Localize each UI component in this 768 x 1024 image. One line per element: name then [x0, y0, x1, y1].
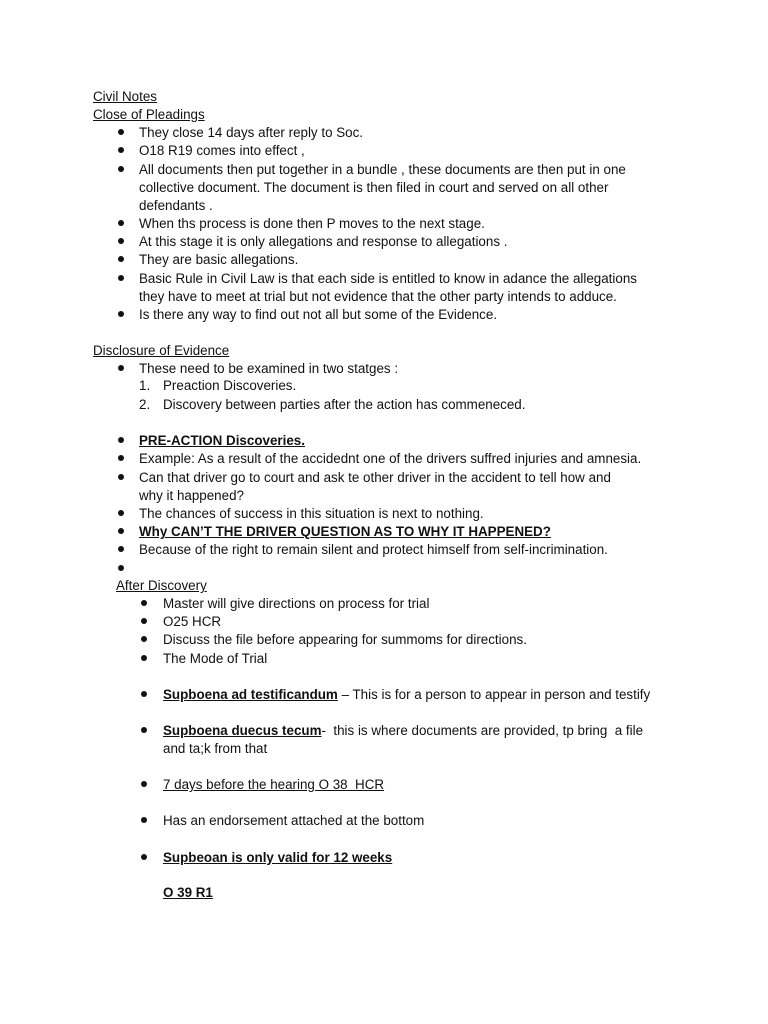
- bullet-icon: [118, 220, 124, 226]
- subpoena-description: this is where documents are provided, tp bring a file: [329, 723, 644, 738]
- bullet-icon: [118, 311, 124, 317]
- hearing-note: 7 days before the hearing O 38 HCR: [163, 777, 385, 792]
- list-item: Master will give directions on process for trial: [163, 596, 430, 611]
- list-item: Example: As a result of the accidednt one of the drivers suffred injuries and amnesia.: [139, 451, 642, 466]
- list-item: At this stage it is only allegations and response to allegations .: [139, 234, 508, 249]
- bullet-icon: [118, 528, 124, 534]
- list-item: Is there any way to find out not all but some of the Evidence.: [139, 307, 498, 322]
- list-item: Basic Rule in Civil Law is that each side is entitled to know in adance the allegations: [139, 271, 637, 286]
- bullet-icon: [118, 147, 124, 153]
- bullet-icon: [141, 636, 147, 642]
- list-item: All documents then put together in a bundle , these documents are then put in one: [139, 162, 626, 177]
- list-item: When ths process is done then P moves to the next stage.: [139, 216, 485, 231]
- bullet-icon: [118, 275, 124, 281]
- list-item: Because of the right to remain silent and protect himself from self-incrimination.: [139, 542, 608, 557]
- bullet-icon: [141, 600, 147, 606]
- numbered-item: Preaction Discoveries.: [163, 378, 297, 393]
- bullet-icon: [141, 781, 147, 787]
- bullet-icon: [141, 655, 147, 661]
- bullet-icon: [141, 691, 147, 697]
- list-item: O18 R19 comes into effect ,: [139, 143, 305, 158]
- list-item: They are basic allegations.: [139, 252, 299, 267]
- list-item: O25 HCR: [163, 614, 222, 629]
- subpoena-term: Supboena duecus tecum: [163, 723, 322, 738]
- bullet-icon: [118, 437, 124, 443]
- subpoena-description: – This is for a person to appear in person and testify: [337, 687, 651, 702]
- list-item: Has an endorsement attached at the bottom: [163, 813, 425, 828]
- subpoena-term: Supboena ad testificandum: [163, 687, 338, 702]
- list-item-continuation: and ta;k from that: [163, 741, 268, 756]
- bullet-icon: [118, 238, 124, 244]
- validity-note: Supbeoan is only valid for 12 weeks: [163, 850, 393, 865]
- bullet-icon: [118, 129, 124, 135]
- list-item-continuation: defendants .: [139, 198, 213, 213]
- list-item: They close 14 days after reply to Soc.: [139, 125, 364, 140]
- list-item: Discuss the file before appearing for summoms for directions.: [163, 632, 527, 647]
- bullet-icon: [118, 256, 124, 262]
- heading-after-discovery: After Discovery: [116, 578, 207, 593]
- bullet-icon: [141, 854, 147, 860]
- list-item: The Mode of Trial: [163, 651, 268, 666]
- heading-disclosure-of-evidence: Disclosure of Evidence: [93, 343, 230, 358]
- bullet-icon: [141, 727, 147, 733]
- list-item: These need to be examined in two statges :: [139, 361, 399, 376]
- preaction-heading: PRE-ACTION Discoveries.: [139, 433, 305, 448]
- list-item-continuation: collective document. The document is then filed in court and served on all other: [139, 180, 609, 195]
- subpoena-dash: -: [321, 723, 330, 738]
- subpoena-testificandum: [163, 686, 650, 704]
- bullet-icon: [118, 474, 124, 480]
- numbered-item: Discovery between parties after the action has commeneced.: [163, 397, 526, 412]
- bullet-icon: [118, 546, 124, 552]
- driver-question: Why CAN’T THE DRIVER QUESTION AS TO WHY IT HAPPENED?: [139, 524, 551, 539]
- bullet-icon: [118, 510, 124, 516]
- numbered-item-number: 1.: [139, 378, 151, 393]
- bullet-icon: [118, 365, 124, 371]
- order-reference: O 39 R1: [163, 885, 213, 900]
- bullet-icon: [141, 817, 147, 823]
- subpoena-duces-tecum: [163, 722, 643, 740]
- bullet-icon: [118, 455, 124, 461]
- list-item-continuation: why it happened?: [139, 488, 244, 503]
- list-item-continuation: they have to meet at trial but not evidence that the other party intends to adduce.: [139, 289, 617, 304]
- bullet-icon: [118, 166, 124, 172]
- heading-close-of-pleadings: Close of Pleadings: [93, 107, 205, 122]
- list-item: The chances of success in this situation is next to nothing.: [139, 506, 484, 521]
- bullet-icon: [141, 618, 147, 624]
- bullet-icon: [118, 565, 124, 571]
- list-item: Can that driver go to court and ask te other driver in the accident to tell how and: [139, 470, 611, 485]
- numbered-item-number: 2.: [139, 397, 151, 412]
- document-title: Civil Notes: [93, 89, 157, 104]
